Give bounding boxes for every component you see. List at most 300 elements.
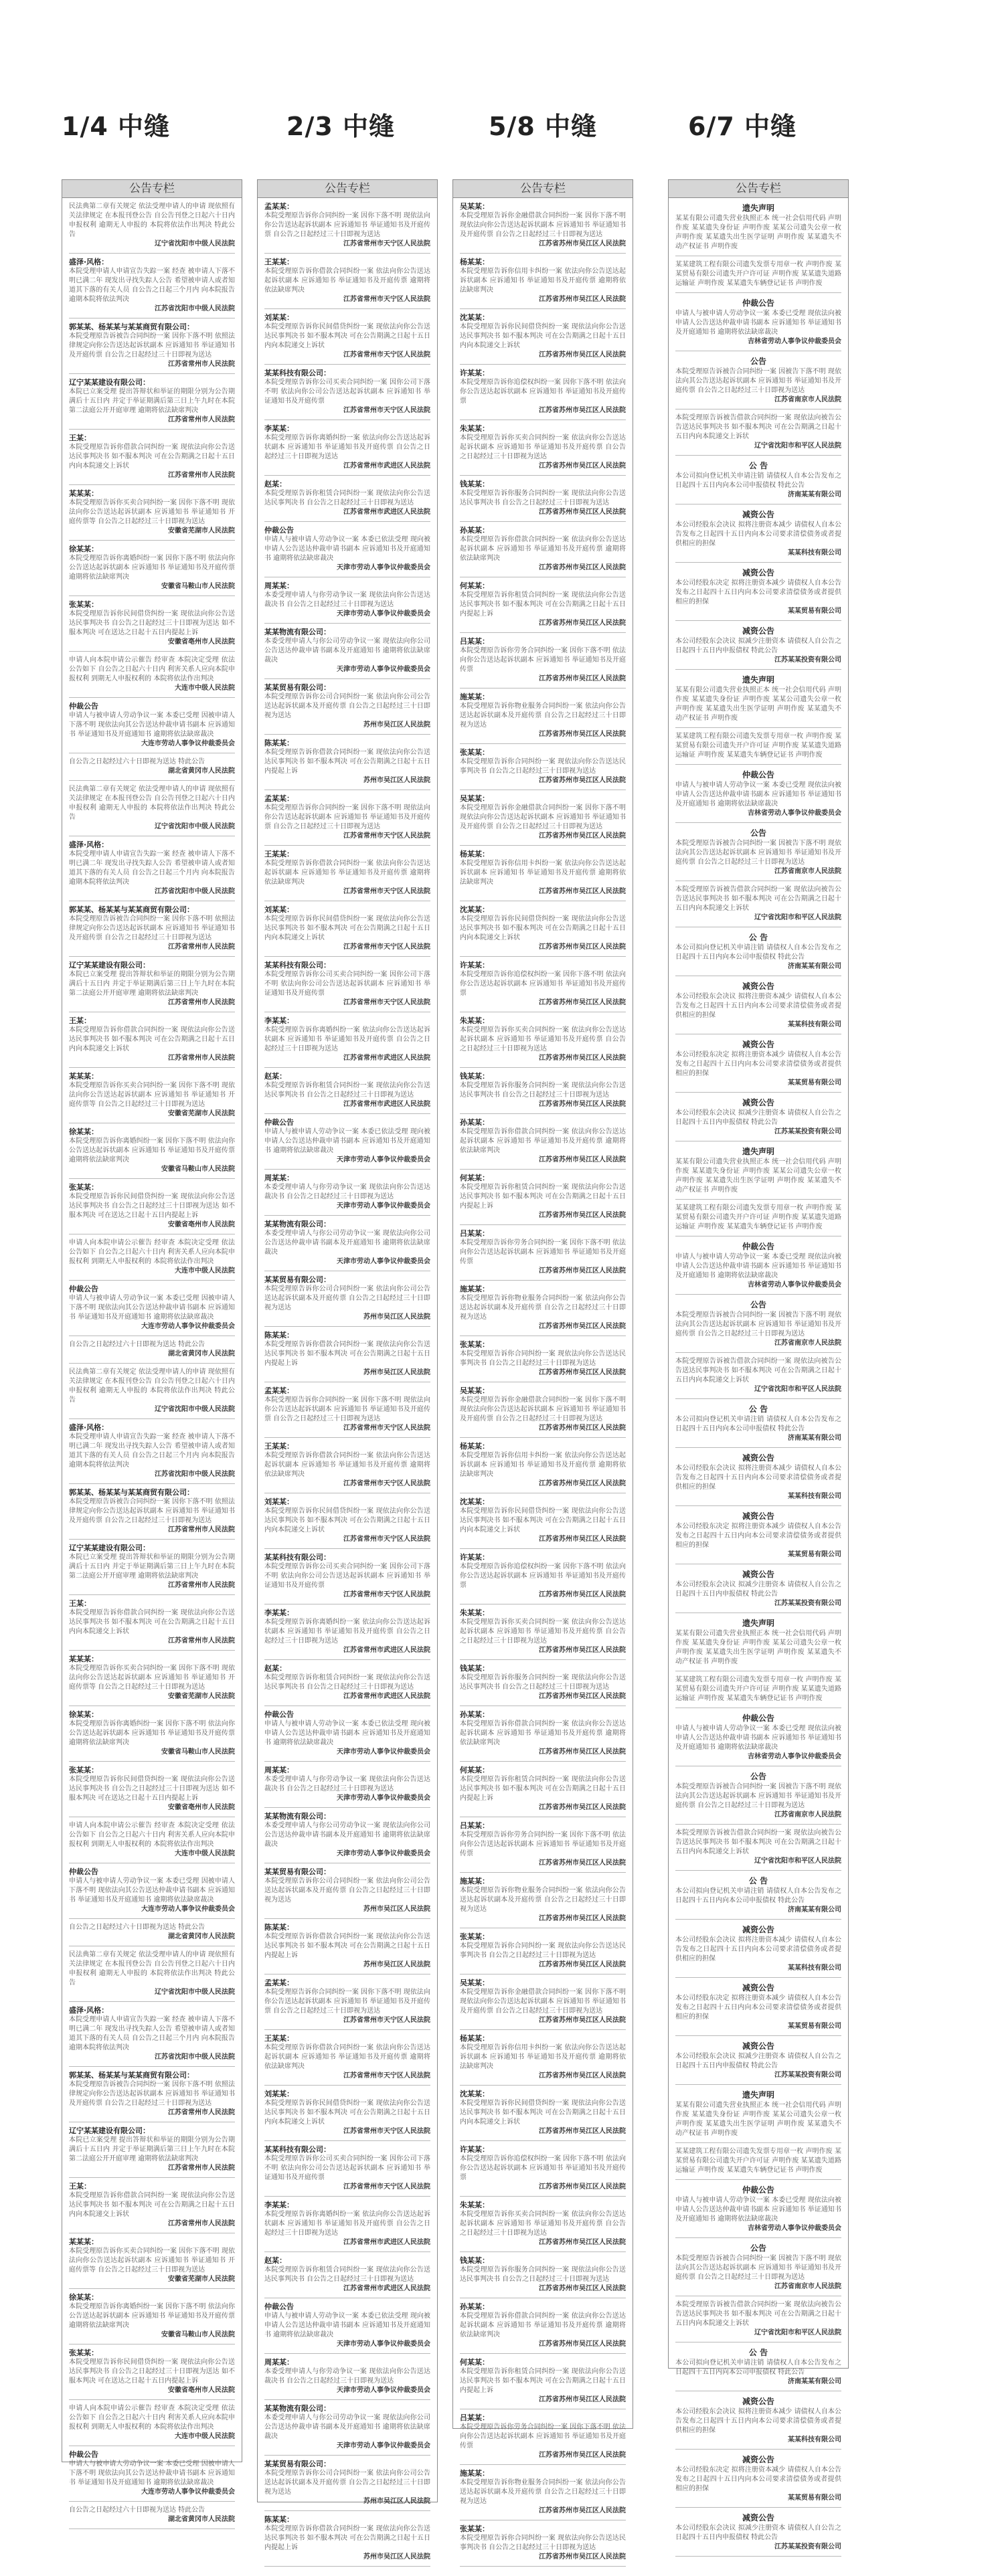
notice-addressee: 徐某某：: [69, 1127, 98, 1136]
notice-text: 本院受理申请人申请宣告失踪一案 经查 被申请人下落不明已满二年 现发出寻找失踪人公告 希望被申请人或者知道其下落的有关人员 自公告之日起三个月内 向本院报告 逾期本院将依法判决: [69, 2016, 235, 2051]
notice-item: [460, 1979, 626, 2025]
notice-text: 某某建筑工程有限公司遗失发票专用章一枚 声明作废 某某贸易有限公司遗失开户许可证 声明作废 某某遗失道路运输证 声明作废 某某遗失车辆登记证书 声明作废: [675, 1676, 841, 1702]
notice-divider: [460, 2085, 626, 2086]
notice-issuer: 大连市劳动人事争议仲裁委员会: [141, 1906, 235, 1913]
notice-item: [264, 2145, 430, 2192]
notice-text: 本公司经股东会决议 拟将注册资本减少 请债权人自本公告发布之日起四十五日内向本公司要求清偿债务或者提供相应的担保: [675, 521, 841, 547]
notice-title: 遗失声明: [742, 2090, 774, 2100]
notice-issuer: 江苏省常州市武进区人民法院: [343, 2239, 430, 2246]
notice-title: 减资公告: [742, 1511, 774, 1521]
notice-issuer: 江苏省苏州市吴江区人民法院: [539, 1591, 626, 1598]
notice-addressee: 某某物流有限公司：: [264, 2404, 331, 2413]
notice-addressee: 何某某：: [460, 2358, 489, 2367]
notice-issuer: 江苏省常州市人民法院: [168, 1637, 235, 1645]
notice-addressee: 仲裁公告: [69, 1285, 98, 1293]
notice-divider: [69, 2177, 235, 2178]
notice-text: 本院受理原告诉被告合同纠纷一案 因被告下落不明 现依法向其公告送达起诉状副本 应诉通知书 举证通知书及开庭传票 自公告之日起经过三十日即视为送达: [675, 1783, 841, 1809]
notice-addressee: 陈某某：: [264, 1331, 294, 1340]
notice-item: [69, 434, 235, 480]
notice-text: 本院受理原告诉你离婚纠纷一案 因你下落不明 依法向你公告送达起诉状副本 应诉通知书 举证通知书及开庭传票 逾期将依法缺席判决: [69, 1720, 235, 1746]
notice-addressee: 王某：: [69, 1599, 91, 1608]
notice-addressee: 郭某某、杨某某与某某商贸有限公司：: [69, 1488, 194, 1497]
notice-addressee: 某某某：: [69, 1655, 98, 1663]
notice-item: [264, 1331, 430, 1378]
notice-issuer: 安徽省马鞍山市人民法院: [161, 1748, 235, 1756]
notice-issuer: 安徽省马鞍山市人民法院: [161, 1166, 235, 1173]
notice-issuer: 江苏省苏州市吴江区人民法院: [539, 1647, 626, 1654]
notice-text: 本委受理申请人与你劳动争议一案 现依法向你公告送达裁决书 自公告之日起经过三十日即视为送达: [264, 591, 430, 608]
notice-text: 本公司经股东会决议 拟减少注册资本 请债权人自公告之日起四十五日内申报债权 特此公告: [675, 1109, 841, 1126]
notice-item: [675, 1924, 841, 1973]
notice-text: 本委受理申请人与你公司劳动争议一案 现依法向你公司公告送达仲裁申请书副本及开庭通知书 逾期将依法缺席裁决: [264, 2414, 430, 2440]
notice-text: 本委受理申请人与你公司劳动争议一案 现依法向你公司公告送达仲裁申请书副本及开庭通知书 逾期将依法缺席裁决: [264, 1822, 430, 1848]
column-body: [62, 198, 242, 2539]
notice-item: [69, 2506, 235, 2524]
notice-issuer: 江苏省苏州市吴江区人民法院: [539, 296, 626, 303]
notice-text: 本院受理原告诉你劳务合同纠纷一案 因你下落不明 依法向你公告送达起诉状副本 应诉通知书 举证通知书及开庭传票: [460, 1239, 626, 1265]
notice-text: 本院受理原告诉你借款合同纠纷一案 现依法向你公告送达民事判决书 如不服本判决 可在公告期满之日起十五日内提起上诉: [264, 1341, 430, 1367]
notice-item: [460, 1229, 626, 1276]
notice-issuer: 江苏省常州市人民法院: [168, 943, 235, 951]
notice-divider: [69, 1761, 235, 1762]
notice-issuer: 安徽省亳州市人民法院: [168, 1221, 235, 1228]
notice-text: 本院受理原告诉被告合同纠纷一案 因你下落不明 依照法律规定向你公告送达起诉状副本 应诉通知书 举证通知书及开庭传票 自公告之日起经过三十日即视为送达: [69, 333, 235, 359]
notice-divider: [675, 292, 841, 293]
notice-item: [675, 2242, 841, 2292]
notice-text: 申请人与被申请人劳动争议一案 本委已依法受理 现向被申请人公告送达仲裁申请书副本 应诉通知书及开庭通知书 逾期将依法缺席裁决: [264, 1128, 430, 1154]
notice-issuer: 江苏省苏州市吴江区人民法院: [539, 509, 626, 516]
notice-item: [69, 2182, 235, 2229]
notice-text: 本院受理原告诉你金融借款合同纠纷一案 因你下落不明 现依法向你公告送达起诉状副本 应诉通知书 举证通知书及开庭传票 自公告之日起经过三十日即视为送达: [460, 212, 626, 238]
notice-addressee: 某某某：: [69, 1072, 98, 1081]
notice-item: [69, 702, 235, 749]
notice-item: [69, 2126, 235, 2173]
notice-issuer: 江苏省常州市天宁区人民法院: [343, 296, 430, 303]
notice-text: 本院受理原告诉你借款合同纠纷一案 现依法向你公告送达民事判决书 如不服本判决 可在公告期满之日起十五日内提起上诉: [264, 749, 430, 775]
notice-issuer: 江苏省南京市人民法院: [774, 1340, 841, 1347]
notice-divider: [675, 1870, 841, 1871]
notice-divider: [264, 678, 430, 679]
notice-issuer: 江苏省常州市武进区人民法院: [343, 462, 430, 470]
notice-item: [675, 567, 841, 616]
notice-text: 本院受理原告诉你劳务合同纠纷一案 因你下落不明 依法向你公告送达起诉状副本 应诉通知书 举证通知书及开庭传票: [460, 647, 626, 673]
notice-item: [675, 732, 841, 760]
notice-item: [675, 1982, 841, 2031]
notice-divider: [264, 1548, 430, 1549]
notice-divider: [460, 2196, 626, 2197]
notice-text: 本公司经股东会决议 拟减少注册资本 请债权人自公告之日起四十五日内申报债权 特此公告: [675, 2053, 841, 2069]
notice-item: [460, 850, 626, 897]
notice-text: 本院受理原告诉你服务合同纠纷一案 现依法向你公告送达民事判决书 自公告之日起经过三十日即视为送达: [460, 2266, 626, 2283]
notice-divider: [69, 1280, 235, 1281]
notice-item: [460, 1118, 626, 1165]
notice-item: [675, 674, 841, 723]
notice-addressee: 施某某：: [460, 2469, 489, 2478]
notice-item: [675, 1452, 841, 1501]
notice-item: [675, 2512, 841, 2552]
notice-divider: [69, 2528, 235, 2529]
notice-issuer: 安徽省马鞍山市人民法院: [161, 2331, 235, 2338]
notice-issuer: 江苏省南京市人民法院: [774, 2283, 841, 2290]
notice-divider: [264, 956, 430, 957]
notice-addressee: 张某某：: [460, 2524, 489, 2533]
notice-issuer: 江苏省苏州市吴江区人民法院: [539, 1961, 626, 1968]
notice-item: [69, 1655, 235, 1701]
notice-item: [69, 1368, 235, 1414]
notice-issuer: 湖北省黄冈市人民法院: [168, 1350, 235, 1358]
notice-issuer: 某某科技有限公司: [788, 1021, 841, 1028]
notice-item: [460, 2358, 626, 2405]
notice-issuer: 江苏省苏州市吴江区人民法院: [539, 2017, 626, 2024]
notice-text: 本院受理原告诉你合同纠纷一案 现依法向你公告送达民事判决书 自公告之日起经过三十日即视为送达: [460, 758, 626, 775]
notice-title: 公 告: [748, 1404, 768, 1414]
notice-issuer: 天津市劳动人事争议仲裁委员会: [337, 666, 430, 673]
notice-addressee: 李某某：: [264, 1608, 294, 1617]
notice-item: [460, 1442, 626, 1489]
notice-text: 申请人与被申请人劳动争议一案 本委已受理 现依法向被申请人公告送达仲裁申请书副本 应诉通知书 举证通知书及开庭通知书 逾期将依法缺席裁决: [675, 1253, 841, 1279]
notice-text: 某某有限公司遗失营业执照正本 统一社会信用代码 声明作废 某某遗失身份证 声明作废 某某公司遗失公章一枚 声明作废 某某遗失出生医学证明 声明作废 某某遗失不动产权证书 声明作废: [675, 1158, 841, 1194]
notice-addressee: 孟某某：: [264, 202, 294, 211]
notice-addressee: 朱某某：: [460, 2201, 489, 2209]
notice-item: [264, 961, 430, 1008]
notice-issuer: 天津市劳动人事争议仲裁委员会: [337, 1258, 430, 1265]
notice-addressee: 何某某：: [460, 1766, 489, 1774]
notice-divider: [460, 1067, 626, 1068]
notice-issuer: 江苏省常州市武进区人民法院: [343, 1693, 430, 1700]
notice-text: 本公司拟向登记机关申请注销 请债权人自本公告发布之日起四十五日内向本公司申报债权 特此公告: [675, 472, 841, 489]
notice-addressee: 赵某：: [264, 480, 286, 488]
notice-title: 减资公告: [742, 1098, 774, 1107]
notice-addressee: 某某科技有限公司：: [264, 1553, 331, 1562]
notice-item: [675, 1510, 841, 1560]
notice-item: [264, 1220, 430, 1267]
notice-item: [460, 2145, 626, 2192]
notice-issuer: 某某贸易有限公司: [788, 1079, 841, 1087]
notice-addressee: 仲裁公告: [69, 2450, 98, 2459]
notice-text: 本院受理原告诉你买卖合同纠纷一案 因你下落不明 现依法向你公告送达起诉状副本 应诉通知书 举证通知书 开庭传票等 自公告之日起经过三十日即视为送达: [69, 1665, 235, 1691]
notice-text: 本院受理原告诉你金融借款合同纠纷一案 因你下落不明 现依法向你公告送达起诉状副本 应诉通知书 举证通知书及开庭传票 自公告之日起经过三十日即视为送达: [460, 804, 626, 830]
notice-issuer: 江苏省常州市天宁区人民法院: [343, 999, 430, 1006]
notice-divider: [69, 697, 235, 698]
notice-issuer: 苏州市吴江区人民法院: [363, 1369, 430, 1376]
notice-divider: [675, 764, 841, 765]
notice-text: 本委受理申请人与你公司劳动争议一案 现依法向你公司公告送达仲裁申请书副本及开庭通知书 逾期将依法缺席裁决: [264, 1230, 430, 1256]
notice-issuer: 江苏省沈阳市中级人民法院: [155, 1471, 235, 1478]
notice-issuer: 江苏省苏州市吴江区人民法院: [539, 1480, 626, 1487]
notice-divider: [69, 956, 235, 957]
notice-item: [264, 480, 430, 517]
notice-item: [264, 1497, 430, 1544]
notice-addressee: 仲裁公告: [264, 1118, 294, 1127]
notice-text: 本公司经股东会决议 拟减少注册资本 请债权人自公告之日起四十五日内申报债权 特此公告: [675, 2524, 841, 2541]
notice-issuer: 天津市劳动人事争议仲裁委员会: [337, 1748, 430, 1756]
notice-addressee: 某某贸易有限公司：: [264, 1275, 331, 1284]
notice-divider: [460, 2353, 626, 2354]
notice-text: 本院受理原告诉你离婚纠纷一案 依法向你公告送达起诉状副本 应诉通知书 举证通知书及开庭传票 自公告之日起经过三十日即视为送达: [264, 434, 430, 460]
notice-item: [675, 2454, 841, 2503]
notice-title: 减资公告: [742, 1983, 774, 1993]
notice-text: 民法典第二章有关规定 依法受理申请人的申请 现依照有关法律规定 在本报刊登公告 自公告刊登之日起六十日内 申报权利 逾期无人申报的 本院将依法作出判决 特此公告: [69, 1951, 235, 1987]
notice-text: 本院受理原告诉你民间借贷纠纷一案 现依法向你公告送达民事判决书 如不服本判决 可在公告期满之日起十五日内向本院递交上诉状: [264, 915, 430, 941]
notice-divider: [675, 2556, 841, 2557]
notice-divider: [69, 1918, 235, 1919]
notice-title: 公 告: [748, 933, 768, 942]
notice-issuer: 苏州市吴江区人民法院: [363, 2553, 430, 2561]
notice-issuer: 江苏省常州市天宁区人民法院: [343, 943, 430, 951]
notice-addressee: 沈某某：: [460, 905, 489, 914]
notice-text: 本院受理原告诉你公司买卖合同纠纷一案 因你公司下落不明 依法向你公司公告送达起诉状副本 应诉通知书 举证通知书及开庭传票: [264, 2155, 430, 2181]
notice-issuer: 江苏某某投资有限公司: [774, 2072, 841, 2079]
notice-issuer: 安徽省亳州市人民法院: [168, 638, 235, 646]
notice-issuer: 天津市劳动人事争议仲裁委员会: [337, 564, 430, 571]
notice-issuer: 江苏省常州市天宁区人民法院: [343, 1536, 430, 1543]
notice-divider: [460, 1280, 626, 1281]
notice-issuer: 江苏省常州市天宁区人民法院: [343, 1480, 430, 1487]
notice-issuer: 湖北省黄冈市人民法院: [168, 1933, 235, 1940]
notice-divider: [264, 2085, 430, 2086]
notice-item: [675, 355, 841, 405]
notice-issuer: 某某科技有限公司: [788, 1493, 841, 1500]
notice-addressee: 杨某某：: [460, 2034, 489, 2043]
notice-item: [264, 2515, 430, 2562]
notice-issuer: 安徽省亳州市人民法院: [168, 2387, 235, 2394]
notice-addressee: 吕某某：: [460, 1821, 489, 1830]
notice-addressee: 周某某：: [264, 1766, 294, 1774]
notice-text: 本公司经股东会决议 拟将注册资本减少 请债权人自本公告发布之日起四十五日内向本公司要求清偿债务或者提供相应的担保: [675, 993, 841, 1019]
notice-issuer: 江苏某某投资有限公司: [774, 2543, 841, 2551]
notice-text: 申请人与被申请人劳动争议一案 本委已依法受理 现向被申请人公告送达仲裁申请书副本 应诉通知书及开庭通知书 逾期将依法缺席裁决: [264, 1720, 430, 1746]
notice-item: [264, 313, 430, 360]
notice-item: [264, 2358, 430, 2395]
notice-addressee: 钱某某：: [460, 480, 489, 488]
notice-item: [69, 1599, 235, 1646]
notice-addressee: 某某贸易有限公司：: [264, 683, 331, 692]
notice-text: 本院受理原告诉被告借款合同纠纷一案 现依法向被告公告送达民事判决书 如不服本判决 可在公告期满之日起十五日内向本院递交上诉状: [675, 1358, 841, 1384]
notice-divider: [264, 734, 430, 735]
notice-text: 本院受理原告诉被告合同纠纷一案 因你下落不明 依照法律规定向你公告送达起诉状副本 应诉通知书 举证通知书及开庭传票 自公告之日起经过三十日即视为送达: [69, 915, 235, 941]
notice-issuer: 江苏省苏州市吴江区人民法院: [539, 2128, 626, 2135]
notice-issuer: 江苏省苏州市吴江区人民法院: [539, 999, 626, 1006]
notice-title: 公告: [750, 357, 766, 366]
notice-item: [675, 1403, 841, 1443]
notice-issuer: 江苏省常州市天宁区人民法院: [343, 888, 430, 895]
notice-text: 本院受理原告诉你买卖合同纠纷一案 依法向你公告送达起诉状副本 应诉通知书 举证通知书及开庭传票 自公告之日起经过三十日即视为送达: [460, 1619, 626, 1645]
notice-divider: [675, 1824, 841, 1825]
notice-divider: [264, 1113, 430, 1114]
notice-issuer: 江苏省常州市武进区人民法院: [343, 2285, 430, 2292]
notice-addressee: 孟某某：: [264, 1979, 294, 1987]
notice-addressee: 孙某某：: [460, 1118, 489, 1127]
notice-item: [675, 1299, 841, 1348]
notice-item: [69, 2071, 235, 2118]
notice-issuer: 大连市中级人民法院: [175, 1267, 235, 1275]
notice-item: [460, 424, 626, 471]
notice-issuer: 江苏省苏州市吴江区人民法院: [539, 2396, 626, 2403]
notice-text: 本院受理原告诉你租赁合同纠纷一案 现依法向你公告送达民事判决书 自公告之日起经过三十日即视为送达: [264, 1082, 430, 1099]
notice-issuer: 江苏省南京市人民法院: [774, 396, 841, 403]
notice-divider: [675, 2237, 841, 2238]
notice-issuer: 江苏省苏州市吴江区人民法院: [539, 620, 626, 627]
notice-item: [675, 509, 841, 558]
notice-addressee: 辽宁某某建设有限公司：: [69, 961, 150, 970]
notice-divider: [675, 1199, 841, 1200]
notice-item: [460, 1072, 626, 1109]
notice-addressee: 某某科技有限公司：: [264, 369, 331, 377]
notice-issuer: 江苏省苏州市吴江区人民法院: [539, 1693, 626, 1700]
notice-text: 申请人与被申请人劳动争议一案 本委已受理 现依法向被申请人公告送达仲裁申请书副本 应诉通知书 举证通知书及开庭通知书 逾期将依法缺席裁决: [675, 310, 841, 336]
notice-text: 本公司经股东决定 拟将注册资本减少 请债权人自本公告发布之日起四十五日内向本公司要求清偿债务或者提供相应的担保: [675, 1995, 841, 2021]
notice-addressee: 某某科技有限公司：: [264, 961, 331, 970]
notice-text: 某某有限公司遗失营业执照正本 统一社会信用代码 声明作废 某某遗失身份证 声明作废 某某公司遗失公章一枚 声明作废 某某遗失出生医学证明 声明作废 某某遗失不动产权证书 声明作废: [675, 686, 841, 722]
column-body: [453, 198, 633, 2576]
notice-title: 减资公告: [742, 2513, 774, 2522]
notice-issuer: 江苏省苏州市吴江区人民法院: [539, 1859, 626, 1867]
notice-issuer: 天津市劳动人事争议仲裁委员会: [337, 2387, 430, 2394]
notice-issuer: 辽宁省沈阳市中级人民法院: [155, 1406, 235, 1413]
notice-issuer: 苏州市吴江区人民法院: [363, 777, 430, 784]
notice-item: [460, 1497, 626, 1544]
notice-text: 本院受理原告诉你合同纠纷一案 现依法向你公告送达民事判决书 自公告之日起经过三十日即视为送达: [460, 1942, 626, 1959]
notice-text: 本公司经股东会决议 拟减少注册资本 请债权人自公告之日起四十五日内申报债权 特此公告: [675, 638, 841, 654]
notice-item: [264, 2404, 430, 2451]
notice-text: 本公司经股东会决议 拟将注册资本减少 请债权人自本公告发布之日起四十五日内向本公司要求清偿债务或者提供相应的担保: [675, 1936, 841, 1962]
notice-divider: [675, 2035, 841, 2036]
notice-text: 本院受理原告诉你公司合同纠纷一案 依法向你公司公告送达起诉状副本及开庭传票 自公告之日起经过三十日即视为送达: [264, 2470, 430, 2496]
notice-text: 本院受理原告诉被告合同纠纷一案 因被告下落不明 现依法向其公告送达起诉状副本 应诉通知书 举证通知书及开庭传票 自公告之日起经过三十日即视为送达: [675, 1311, 841, 1338]
notice-issuer: 湖北省黄冈市人民法院: [168, 2516, 235, 2523]
notice-item: [69, 1867, 235, 1914]
notice-text: 本院受理原告诉你借款合同纠纷一案 现依法向你公告送达民事判决书 如不服本判决 可在公告期满之日起十五日内提起上诉: [264, 1933, 430, 1959]
notice-addressee: 杨某某：: [460, 1442, 489, 1451]
notice-text: 本院受理原告诉你租赁合同纠纷一案 现依法向你公告送达民事判决书 如不服本判决 可在公告期满之日起十五日内提起上诉: [460, 2368, 626, 2394]
notice-issuer: 吉林省劳动人事争议仲裁委员会: [748, 1753, 841, 1760]
notice-addressee: 仲裁公告: [264, 526, 294, 535]
notice-issuer: 江苏省苏州市吴江区人民法院: [539, 1804, 626, 1811]
notice-addressee: 孟某某：: [264, 1386, 294, 1395]
notice-addressee: 王某：: [69, 434, 91, 442]
notice-text: 本院受理申请人申请宣告失踪一案 经查 被申请人下落不明已满二年 现发出寻找失踪人公告 希望被申请人或者知道其下落的有关人员 自公告之日起三个月内 向本院报告 逾期本院将依法判决: [69, 268, 235, 303]
notice-issuer: 江苏省常州市人民法院: [168, 999, 235, 1006]
notice-title: 减资公告: [742, 1453, 774, 1463]
notice-item: [460, 1386, 626, 1433]
notice-item: [675, 2395, 841, 2445]
notice-item: [460, 1821, 626, 1868]
notice-addressee: 某某物流有限公司：: [264, 1812, 331, 1821]
notice-item: [264, 1979, 430, 2025]
notice-title: 减资公告: [742, 510, 774, 519]
notice-title: 公 告: [748, 2348, 768, 2357]
notice-text: 本院受理原告诉你买卖合同纠纷一案 因你下落不明 现依法向你公告送达起诉状副本 应诉通知书 举证通知书 开庭传票等 自公告之日起经过三十日即视为送达: [69, 499, 235, 525]
notice-addressee: 何某某：: [460, 1174, 489, 1182]
notice-issuer: 湖北省黄冈市人民法院: [168, 767, 235, 775]
notice-text: 本院已立案受理 提出答辩状和举证的期限分别为公告期满后十五日内 并定于举证期满后第三日上午九时在本院第二法庭公开开庭审理 逾期将依法缺席判决: [69, 1554, 235, 1580]
notice-divider: [69, 1363, 235, 1364]
notice-issuer: 江苏省苏州市吴江区人民法院: [539, 1424, 626, 1432]
notice-issuer: 大连市中级人民法院: [175, 1850, 235, 1857]
notice-item: [460, 313, 626, 360]
notice-item: [460, 2469, 626, 2516]
notice-text: 本院受理原告诉你追偿权纠纷一案 因你下落不明 依法向你公告送达起诉状副本 应诉通知书 举证通知书及开庭传票: [460, 971, 626, 997]
notice-text: 本院受理原告诉你公司买卖合同纠纷一案 因你公司下落不明 依法向你公司公告送达起诉状副本 应诉通知书 举证通知书及开庭传票: [264, 1563, 430, 1589]
notice-title: 公 告: [748, 1876, 768, 1885]
notice-item: [264, 1118, 430, 1165]
notice-issuer: 安徽省芜湖市人民法院: [168, 1110, 235, 1117]
notice-divider: [264, 364, 430, 365]
notice-item: [675, 1875, 841, 1915]
notice-issuer: 江苏省苏州市吴江区人民法院: [539, 240, 626, 248]
page-title-6-7: 6/7 中缝: [688, 112, 797, 141]
notice-text: 本院受理原告诉你租赁合同纠纷一案 现依法向你公告送达民事判决书 如不服本判决 可在公告期满之日起十五日内提起上诉: [460, 1184, 626, 1210]
notice-issuer: 安徽省芜湖市人民法院: [168, 1693, 235, 1700]
notice-text: 本院受理原告诉被告合同纠纷一案 因被告下落不明 现依法向其公告送达起诉状副本 应诉通知书 举证通知书及开庭传票 自公告之日起经过三十日即视为送达: [675, 840, 841, 866]
notice-addressee: 钱某某：: [460, 1072, 489, 1081]
notice-text: 本院受理原告诉你买卖合同纠纷一案 因你下落不明 现依法向你公告送达起诉状副本 应诉通知书 举证通知书 开庭传票等 自公告之日起经过三十日即视为送达: [69, 1082, 235, 1108]
notice-title: 公告: [750, 1772, 766, 1781]
notice-text: 本院受理原告诉你合同纠纷一案 因你下落不明 现依法向你公告送达起诉状副本 应诉通知书 举证通知书及开庭传票 自公告之日起经过三十日即视为送达: [264, 212, 430, 238]
notice-text: 本院受理原告诉你信用卡纠纷一案 依法向你公告送达起诉状副本 应诉通知书 举证通知书及开庭传票 逾期将依法缺席判决: [460, 1452, 626, 1478]
notice-text: 本院受理原告诉你劳务合同纠纷一案 因你下落不明 依法向你公告送达起诉状副本 应诉通知书 举证通知书及开庭传票: [460, 2423, 626, 2450]
notice-addressee: 张某某：: [69, 2349, 98, 2357]
notice-text: 申请人与被申请人劳动争议一案 本委已受理 现依法向被申请人公告送达仲裁申请书副本 应诉通知书 举证通知书及开庭通知书 逾期将依法缺席裁决: [675, 781, 841, 808]
notice-divider: [264, 521, 430, 522]
notice-text: 本院受理原告诉你信用卡纠纷一案 依法向你公告送达起诉状副本 应诉通知书 举证通知书及开庭传票 逾期将依法缺席判决: [460, 268, 626, 294]
notice-addressee: 吴某某：: [460, 794, 489, 803]
notice-item: [264, 526, 430, 573]
notice-text: 申请人与被申请人劳动争议一案 本委已依法受理 现向被申请人公告送达仲裁申请书副本 应诉通知书及开庭通知书 逾期将依法缺席裁决: [264, 536, 430, 562]
notice-text: 本院受理原告诉你借款合同纠纷一案 现依法向你公告送达民事判决书 如不服本判决 可在公告期满之日起十五日内向本院递交上诉状: [69, 1609, 235, 1635]
notice-title: 减资公告: [742, 626, 774, 636]
notice-item: [69, 656, 235, 693]
notice-issuer: 江苏省苏州市吴江区人民法院: [539, 2340, 626, 2348]
notice-item: [69, 840, 235, 897]
notice-text: 本院受理原告诉你离婚纠纷一案 因你下落不明 依法向你公告送达起诉状副本 应诉通知书 举证通知书及开庭传票 逾期将依法缺席判决: [69, 1137, 235, 1164]
notice-text: 本院受理原告诉你借款合同纠纷一案 依法向你公告送达起诉状副本 应诉通知书 举证通知书及开庭传票 逾期将依法缺席判决: [460, 2312, 626, 2338]
notice-issuer: 江苏省苏州市吴江区人民法院: [539, 2553, 626, 2561]
notice-item: [69, 378, 235, 425]
notice-divider: [264, 1215, 430, 1216]
notice-text: 本院受理原告诉你物业服务合同纠纷一案 依法向你公告送达起诉状副本及开庭传票 自公告之日起经过三十日即视为送达: [460, 2479, 626, 2505]
notice-column-4: [668, 179, 849, 2551]
notice-divider: [69, 651, 235, 652]
notice-item: [460, 1285, 626, 1331]
notice-issuer: 江苏某某投资有限公司: [774, 656, 841, 664]
notice-item: [69, 1423, 235, 1479]
notice-issuer: 安徽省芜湖市人民法院: [168, 527, 235, 535]
notice-text: 本院受理原告诉你民间借贷纠纷一案 现依法向你公告送达民事判决书 自公告之日起经过三十日即视为送达 如不服本判决 可在送达之日起十五日内提起上诉: [69, 610, 235, 636]
notice-issuer: 江苏省苏州市吴江区人民法院: [539, 731, 626, 738]
notice-text: 本院受理原告诉你金融借款合同纠纷一案 因你下落不明 现依法向你公告送达起诉状副本 应诉通知书 举证通知书及开庭传票 自公告之日起经过三十日即视为送达: [460, 1989, 626, 2015]
notice-divider: [69, 484, 235, 485]
notice-addressee: 陈某某：: [264, 739, 294, 747]
notice-text: 本院受理原告诉你服务合同纠纷一案 现依法向你公告送达民事判决书 自公告之日起经过三十日即视为送达: [460, 1082, 626, 1099]
notice-text: 本公司经股东决定 拟将注册资本减少 请债权人自本公告发布之日起四十五日内向本公司要求清偿债务或者提供相应的担保: [675, 1523, 841, 1549]
notice-text: 本院受理原告诉你物业服务合同纠纷一案 依法向你公告送达起诉状副本及开庭传票 自公告之日起经过三十日即视为送达: [460, 1295, 626, 1321]
notice-title: 仲裁公告: [742, 1714, 774, 1723]
notice-addressee: 施某某：: [460, 1877, 489, 1885]
notice-item: [675, 885, 841, 923]
notice-text: 申请人向本院申请公示催告 经审查 本院决定受理 依法公告如下 自公告之日起六十日内 利害关系人应向本院申报权利 到期无人申报权利的 本院将依法作出判决: [69, 656, 235, 682]
notice-addressee: 盛泽·风格：: [69, 258, 109, 266]
notice-issuer: 辽宁省沈阳市中级人民法院: [155, 240, 235, 248]
notice-text: 某某有限公司遗失营业执照正本 统一社会信用代码 声明作废 某某遗失身份证 声明作废 某某公司遗失公章一枚 声明作废 某某遗失出生医学证明 声明作废 某某遗失不动产权证书 声明作废: [675, 2102, 841, 2137]
notice-addressee: 赵某：: [264, 1072, 286, 1081]
notice-text: 本委受理申请人与你劳动争议一案 现依法向你公告送达裁决书 自公告之日起经过三十日即视为送达: [264, 2368, 430, 2385]
notice-addressee: 张某某：: [69, 1766, 98, 1774]
notice-issuer: 江苏省常州市人民法院: [168, 472, 235, 479]
notice-addressee: 吴某某：: [460, 202, 489, 211]
notice-item: [69, 2404, 235, 2442]
notice-item: [460, 748, 626, 786]
